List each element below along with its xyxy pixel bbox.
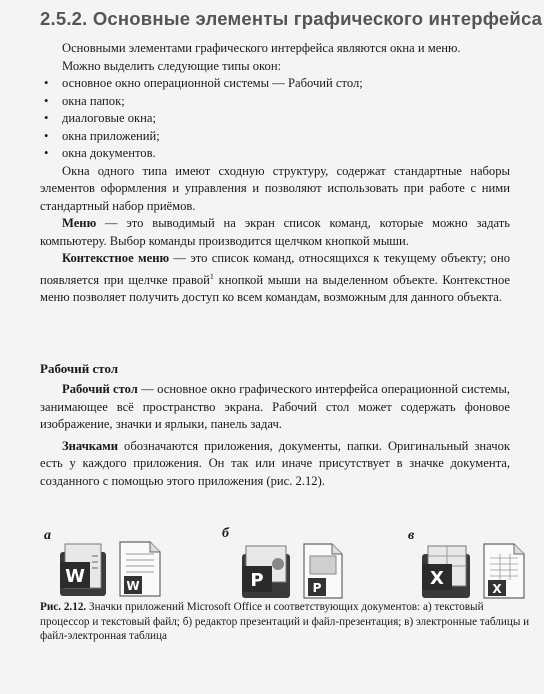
list-item: • основное окно операционной системы — Рабочий стол;	[40, 75, 510, 93]
figure-label-a: а	[44, 528, 51, 543]
svg-text:X: X	[430, 568, 444, 589]
excel-icons-group	[420, 540, 532, 607]
powerpoint-icons-group	[240, 540, 350, 607]
menu-definition: — это выводимый на экран список команд, которые можно задать компьютеру. Выбор команды производится щелчком кнопкой мыши.	[40, 216, 510, 248]
excel-document-icon	[484, 544, 524, 598]
context-menu-definition-a: — это список команд, относящихся к текущему объекту; оно появляется при щелчке правой	[40, 251, 511, 287]
svg-text:P: P	[250, 570, 264, 591]
svg-text:P: P	[312, 581, 322, 595]
caption-text: Значки приложений Microsoft Office и соответствующих документов: а) текстовый процессор и текстовый файл; б) редактор презентаций и файл-презентация; в) электронные таблицы и файл-электронная таблица	[40, 601, 530, 642]
list-item: • окна папок;	[40, 93, 510, 111]
excel-app-icon	[422, 546, 470, 598]
list-item: • диалоговые окна;	[40, 110, 510, 128]
word-app-icon	[60, 544, 106, 596]
figure-label-b: б	[222, 526, 229, 541]
section-heading: 2.5.2. Основные элементы графического интерфейса	[40, 8, 543, 29]
svg-text:W: W	[65, 566, 85, 587]
icons-term: Значками	[62, 438, 118, 453]
powerpoint-app-icon	[242, 546, 290, 598]
figure-label-c: в	[408, 528, 415, 543]
context-menu-paragraph	[40, 250, 510, 307]
desktop-paragraph	[40, 381, 510, 434]
windows-paragraph: Окна одного типа имеют сходную структуру, содержат стандартные наборы элементов оформления и управления и позволяют использовать при работе с ними стандартный набор приёмов.	[40, 163, 510, 213]
window-types-list	[40, 75, 510, 163]
intro-paragraph-1: Основными элементами графического интерфейса являются окна и меню.	[62, 41, 461, 55]
menu-paragraph	[40, 215, 510, 250]
svg-text:X: X	[492, 582, 502, 596]
figure-caption	[40, 600, 530, 644]
body-text-bottom	[40, 381, 510, 490]
context-menu-term: Контекстное меню	[62, 251, 170, 265]
intro-paragraph-2: Можно выделить следующие типы окон:	[62, 58, 282, 73]
desktop-definition: — основное окно графического интерфейса операционной системы, занимающее всё пространство экрана. Рабочий стол может содержать фоновое изображение, значки и ярлыки, панель задач.	[40, 382, 510, 431]
list-item: • окна приложений;	[40, 128, 510, 146]
caption-label: Рис. 2.12.	[40, 601, 87, 613]
word-document-icon	[120, 542, 160, 596]
desktop-term: Рабочий стол	[62, 382, 138, 396]
footnote-marker: 1	[209, 271, 214, 281]
body-text-top	[40, 40, 510, 307]
menu-term: Меню	[62, 216, 97, 230]
icons-definition: обозначаются приложения, документы, папки. Оригинальный значок есть у каждого приложения. Он так или иначе присутствует в значке документа, созданного с помощью этого приложения (рис. 2.12).	[40, 438, 510, 488]
context-menu-definition-b: кнопкой мыши на выделенном объекте. Контекстное меню позволяет получить доступ ко всем командам, возможным для данного объекта.	[40, 272, 510, 305]
icons-paragraph	[40, 438, 510, 491]
svg-text:W: W	[126, 579, 140, 593]
powerpoint-document-icon	[304, 544, 342, 598]
word-icons-group	[58, 538, 168, 605]
list-item: • окна документов.	[40, 145, 510, 163]
desktop-subheading: Рабочий стол	[40, 361, 119, 376]
